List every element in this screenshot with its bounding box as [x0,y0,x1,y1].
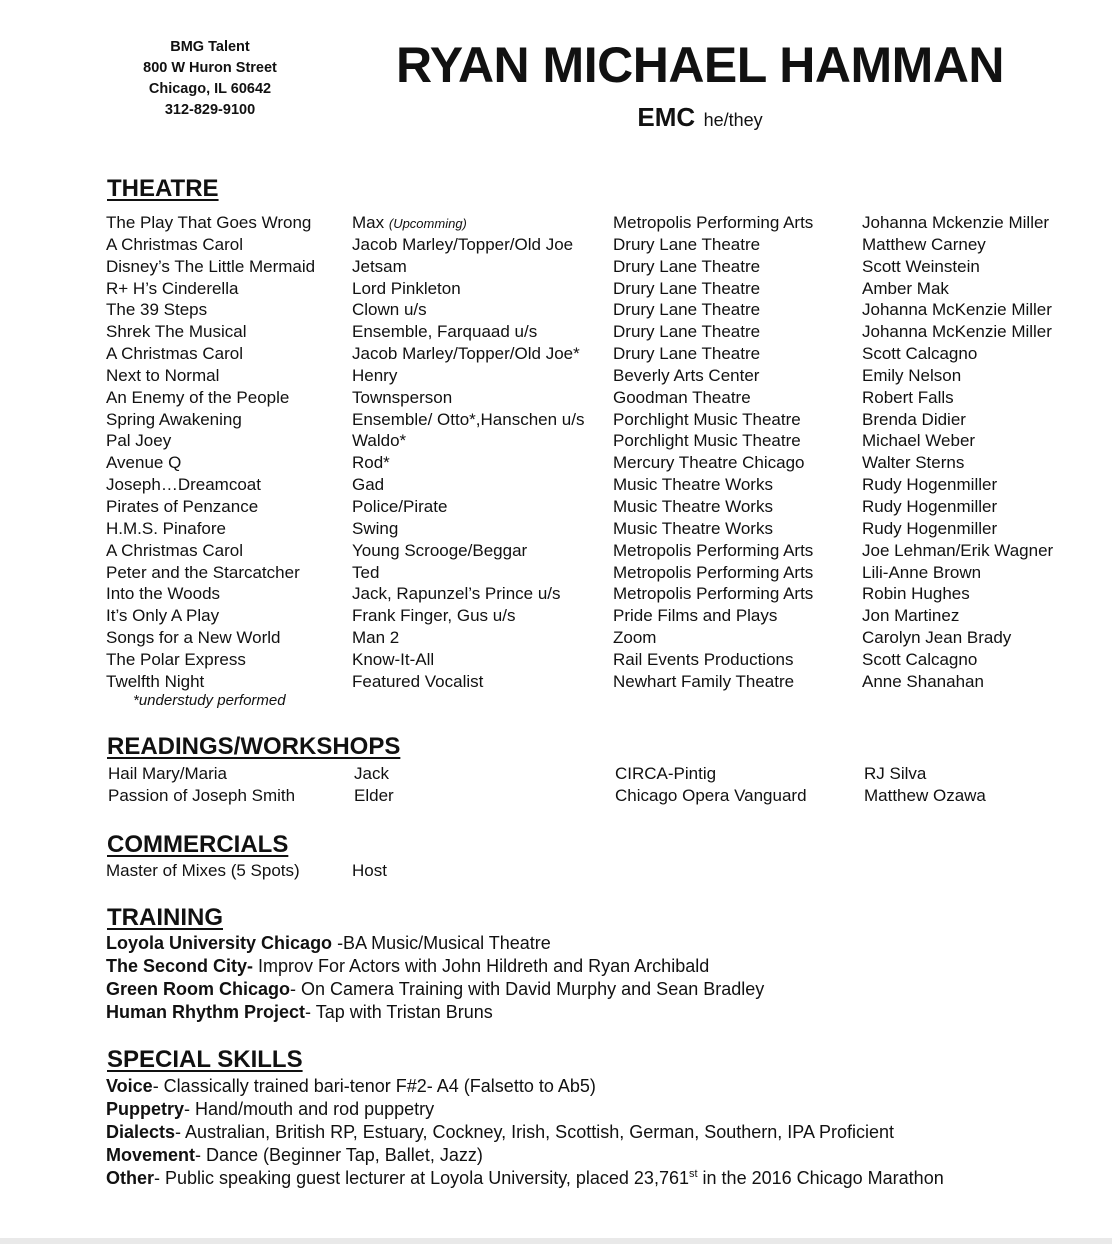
credit-director: Robin Hughes [862,584,970,604]
credit-show: An Enemy of the People [106,387,290,407]
credit-company: Metropolis Performing Arts [613,562,814,582]
credit-company: Drury Lane Theatre [613,322,761,342]
training-item-name: Loyola University Chicago [106,933,333,953]
credit-company: Drury Lane Theatre [613,344,761,364]
credit-role: Elder [354,785,394,805]
credit-company: Music Theatre Works [613,496,773,516]
credit-role: Rod* [352,453,390,473]
skills-item-detail: - Dance (Beginner Tap, Ballet, Jazz) [195,1145,483,1165]
credit-role: Ted [352,562,380,582]
credit-director: Amber Mak [862,278,949,298]
pronouns: he/they [703,110,763,130]
credit-show: Master of Mixes (5 Spots) [106,861,300,880]
credit-company: Newhart Family Theatre [613,671,795,691]
credit-show: Joseph…Dreamcoat [106,475,261,495]
performer-name: RYAN MICHAEL HAMMAN [395,37,1005,93]
credit-company: Pride Films and Plays [613,606,778,626]
credit-show: Peter and the Starcatcher [106,562,300,582]
credit-show: Spring Awakening [106,409,242,429]
credit-company: Metropolis Performing Arts [613,540,814,560]
union-line [560,102,840,133]
credit-role: Townsperson [352,387,453,407]
credit-role: Jetsam [352,256,407,276]
commercials-heading: COMMERCIALS [107,831,289,858]
skills-item [106,1075,1046,1098]
credit-show: Songs for a New World [106,628,281,648]
credit-company: Drury Lane Theatre [613,234,761,254]
credit-role: Max [352,213,385,232]
credit-show: A Christmas Carol [106,344,243,364]
training-item [106,932,1046,955]
credit-director: Matthew Ozawa [864,785,986,805]
credit-director: Brenda Didier [862,409,966,429]
training-heading: TRAINING [107,904,223,931]
credit-show: R+ H’s Cinderella [106,278,239,298]
credit-role: Jack, Rapunzel’s Prince u/s [352,584,561,604]
credit-director: Robert Falls [862,387,954,407]
credit-director: Michael Weber [862,431,976,451]
readings-heading: READINGS/WORKSHOPS [107,733,401,760]
theatre-heading: THEATRE [107,175,219,202]
credit-director: Jon Martinez [862,606,960,626]
credit-show: Pal Joey [106,431,172,451]
agency-phone: 312-829-9100 [164,102,256,118]
credit-role: Jack [354,764,389,783]
credit-director: Scott Calcagno [862,649,978,669]
credit-show: Twelfth Night [106,671,205,691]
credit-director: Walter Sterns [862,453,965,473]
skills-list [106,1075,1046,1190]
understudy-note: *understudy performed [133,692,286,709]
training-item [106,955,1046,978]
credit-role: Clown u/s [352,300,427,320]
credit-company: Drury Lane Theatre [613,278,761,298]
credit-company: Metropolis Performing Arts [613,213,814,232]
credit-director: Lili-Anne Brown [862,562,982,582]
credit-role: Waldo* [352,431,407,451]
skills-heading: SPECIAL SKILLS [107,1046,303,1073]
credit-company: Goodman Theatre [613,387,751,407]
credit-show: H.M.S. Pinafore [106,518,226,538]
credit-show: Passion of Joseph Smith [108,785,296,805]
credit-show: A Christmas Carol [106,540,243,560]
agency-street: 800 W Huron Street [143,60,277,76]
credit-role: Swing [352,518,399,538]
skills-item-detail: - Australian, British RP, Estuary, Cockney, Irish, Scottish, German, Southern, IPA Proficient [175,1122,895,1142]
skills-item-name: Movement [106,1145,196,1165]
credit-company: Mercury Theatre Chicago [613,453,805,473]
credit-role: Ensemble, Farquaad u/s [352,322,538,342]
skills-item-name: Puppetry [106,1099,185,1119]
credit-show: Into the Woods [106,584,221,604]
training-item [106,1001,1046,1024]
credit-director: Emily Nelson [862,365,962,385]
page-bottom-edge [0,1238,1112,1244]
credit-role-cell [352,212,467,235]
skills-item-other [106,1167,1046,1190]
training-item-name: Human Rhythm Project [106,1002,306,1022]
credit-show: Pirates of Penzance [106,496,259,516]
agency-city: Chicago, IL 60642 [148,81,272,97]
credit-company: Beverly Arts Center [613,365,760,385]
skills-other-superscript: st [688,1168,698,1180]
training-item [106,978,1046,1001]
skills-other-name: Other [106,1168,155,1188]
credit-company: Porchlight Music Theatre [613,431,801,451]
credit-show: It’s Only A Play [106,606,220,626]
credit-director: Johanna McKenzie Miller [862,300,1052,320]
skills-item-detail: - Hand/mouth and rod puppetry [184,1099,435,1119]
credit-role: Frank Finger, Gus u/s [352,606,516,626]
credit-director: Scott Weinstein [862,256,980,276]
credit-company: Chicago Opera Vanguard [615,785,807,805]
credit-director: Rudy Hogenmiller [862,475,998,495]
credit-company: Metropolis Performing Arts [613,584,814,604]
credit-role-note: (Upcomming) [388,216,467,231]
credit-company: Music Theatre Works [613,475,773,495]
training-item-detail: - On Camera Training with David Murphy and Sean Bradley [290,979,765,999]
credit-director: Carolyn Jean Brady [862,628,1012,648]
credit-role: Featured Vocalist [352,671,484,691]
credit-role: Ensemble/ Otto*,Hanschen u/s [352,409,585,429]
credit-company: Drury Lane Theatre [613,300,761,320]
credit-director: Scott Calcagno [862,344,978,364]
credit-show: The Play That Goes Wrong [106,213,312,232]
credit-company: Zoom [613,628,657,648]
credit-director: Rudy Hogenmiller [862,518,998,538]
credit-role: Host [352,861,387,880]
credit-director: Rudy Hogenmiller [862,496,998,516]
credit-role: Lord Pinkleton [352,278,461,298]
skills-other-detail-end: in the 2016 Chicago Marathon [697,1168,944,1188]
credit-company: Porchlight Music Theatre [613,409,801,429]
agency-name: BMG Talent [170,39,250,55]
credit-show: Next to Normal [106,365,220,385]
credit-director: Anne Shanahan [862,671,984,691]
credit-role: Jacob Marley/Topper/Old Joe* [352,344,580,364]
credit-role: Gad [352,475,385,495]
training-item-detail: - Tap with Tristan Bruns [305,1002,493,1022]
credit-show: A Christmas Carol [106,234,243,254]
credit-role: Young Scrooge/Beggar [352,540,528,560]
credit-director: RJ Silva [864,764,927,783]
credit-company: Rail Events Productions [613,649,794,669]
training-list [106,932,1046,1024]
agency-contact [120,37,300,121]
credit-role: Know-It-All [352,649,435,669]
skills-item [106,1144,1046,1167]
credit-show: Disney’s The Little Mermaid [106,256,316,276]
credit-company: Drury Lane Theatre [613,256,761,276]
credit-show: Avenue Q [106,453,182,473]
credit-role: Man 2 [352,628,400,648]
credit-role: Jacob Marley/Topper/Old Joe [352,234,574,254]
credit-role: Police/Pirate [352,496,448,516]
credit-show: The 39 Steps [106,300,208,320]
training-item-detail: -BA Music/Musical Theatre [332,933,551,953]
credit-show: Shrek The Musical [106,322,247,342]
training-item-detail: Improv For Actors with John Hildreth and Ryan Archibald [253,956,710,976]
credit-company: CIRCA-Pintig [615,764,717,783]
skills-item-name: Voice [106,1076,153,1096]
credit-director: Joe Lehman/Erik Wagner [862,540,1054,560]
union-status: EMC [637,102,696,132]
credit-company: Music Theatre Works [613,518,773,538]
credit-show: Hail Mary/Maria [108,764,228,783]
skills-other-detail: - Public speaking guest lecturer at Loyola University, placed 23,761 [154,1168,689,1188]
training-item-name: The Second City- [106,956,254,976]
credit-director: Johanna McKenzie Miller [862,322,1052,342]
credit-role: Henry [352,365,398,385]
skills-item [106,1098,1046,1121]
skills-item [106,1121,1046,1144]
credit-director: Johanna Mckenzie Miller [862,213,1050,232]
training-item-name: Green Room Chicago [106,979,291,999]
skills-item-detail: - Classically trained bari-tenor F#2- A4 (Falsetto to Ab5) [152,1076,596,1096]
credit-show: The Polar Express [106,649,246,669]
skills-item-name: Dialects [106,1122,176,1142]
credit-director: Matthew Carney [862,234,986,254]
